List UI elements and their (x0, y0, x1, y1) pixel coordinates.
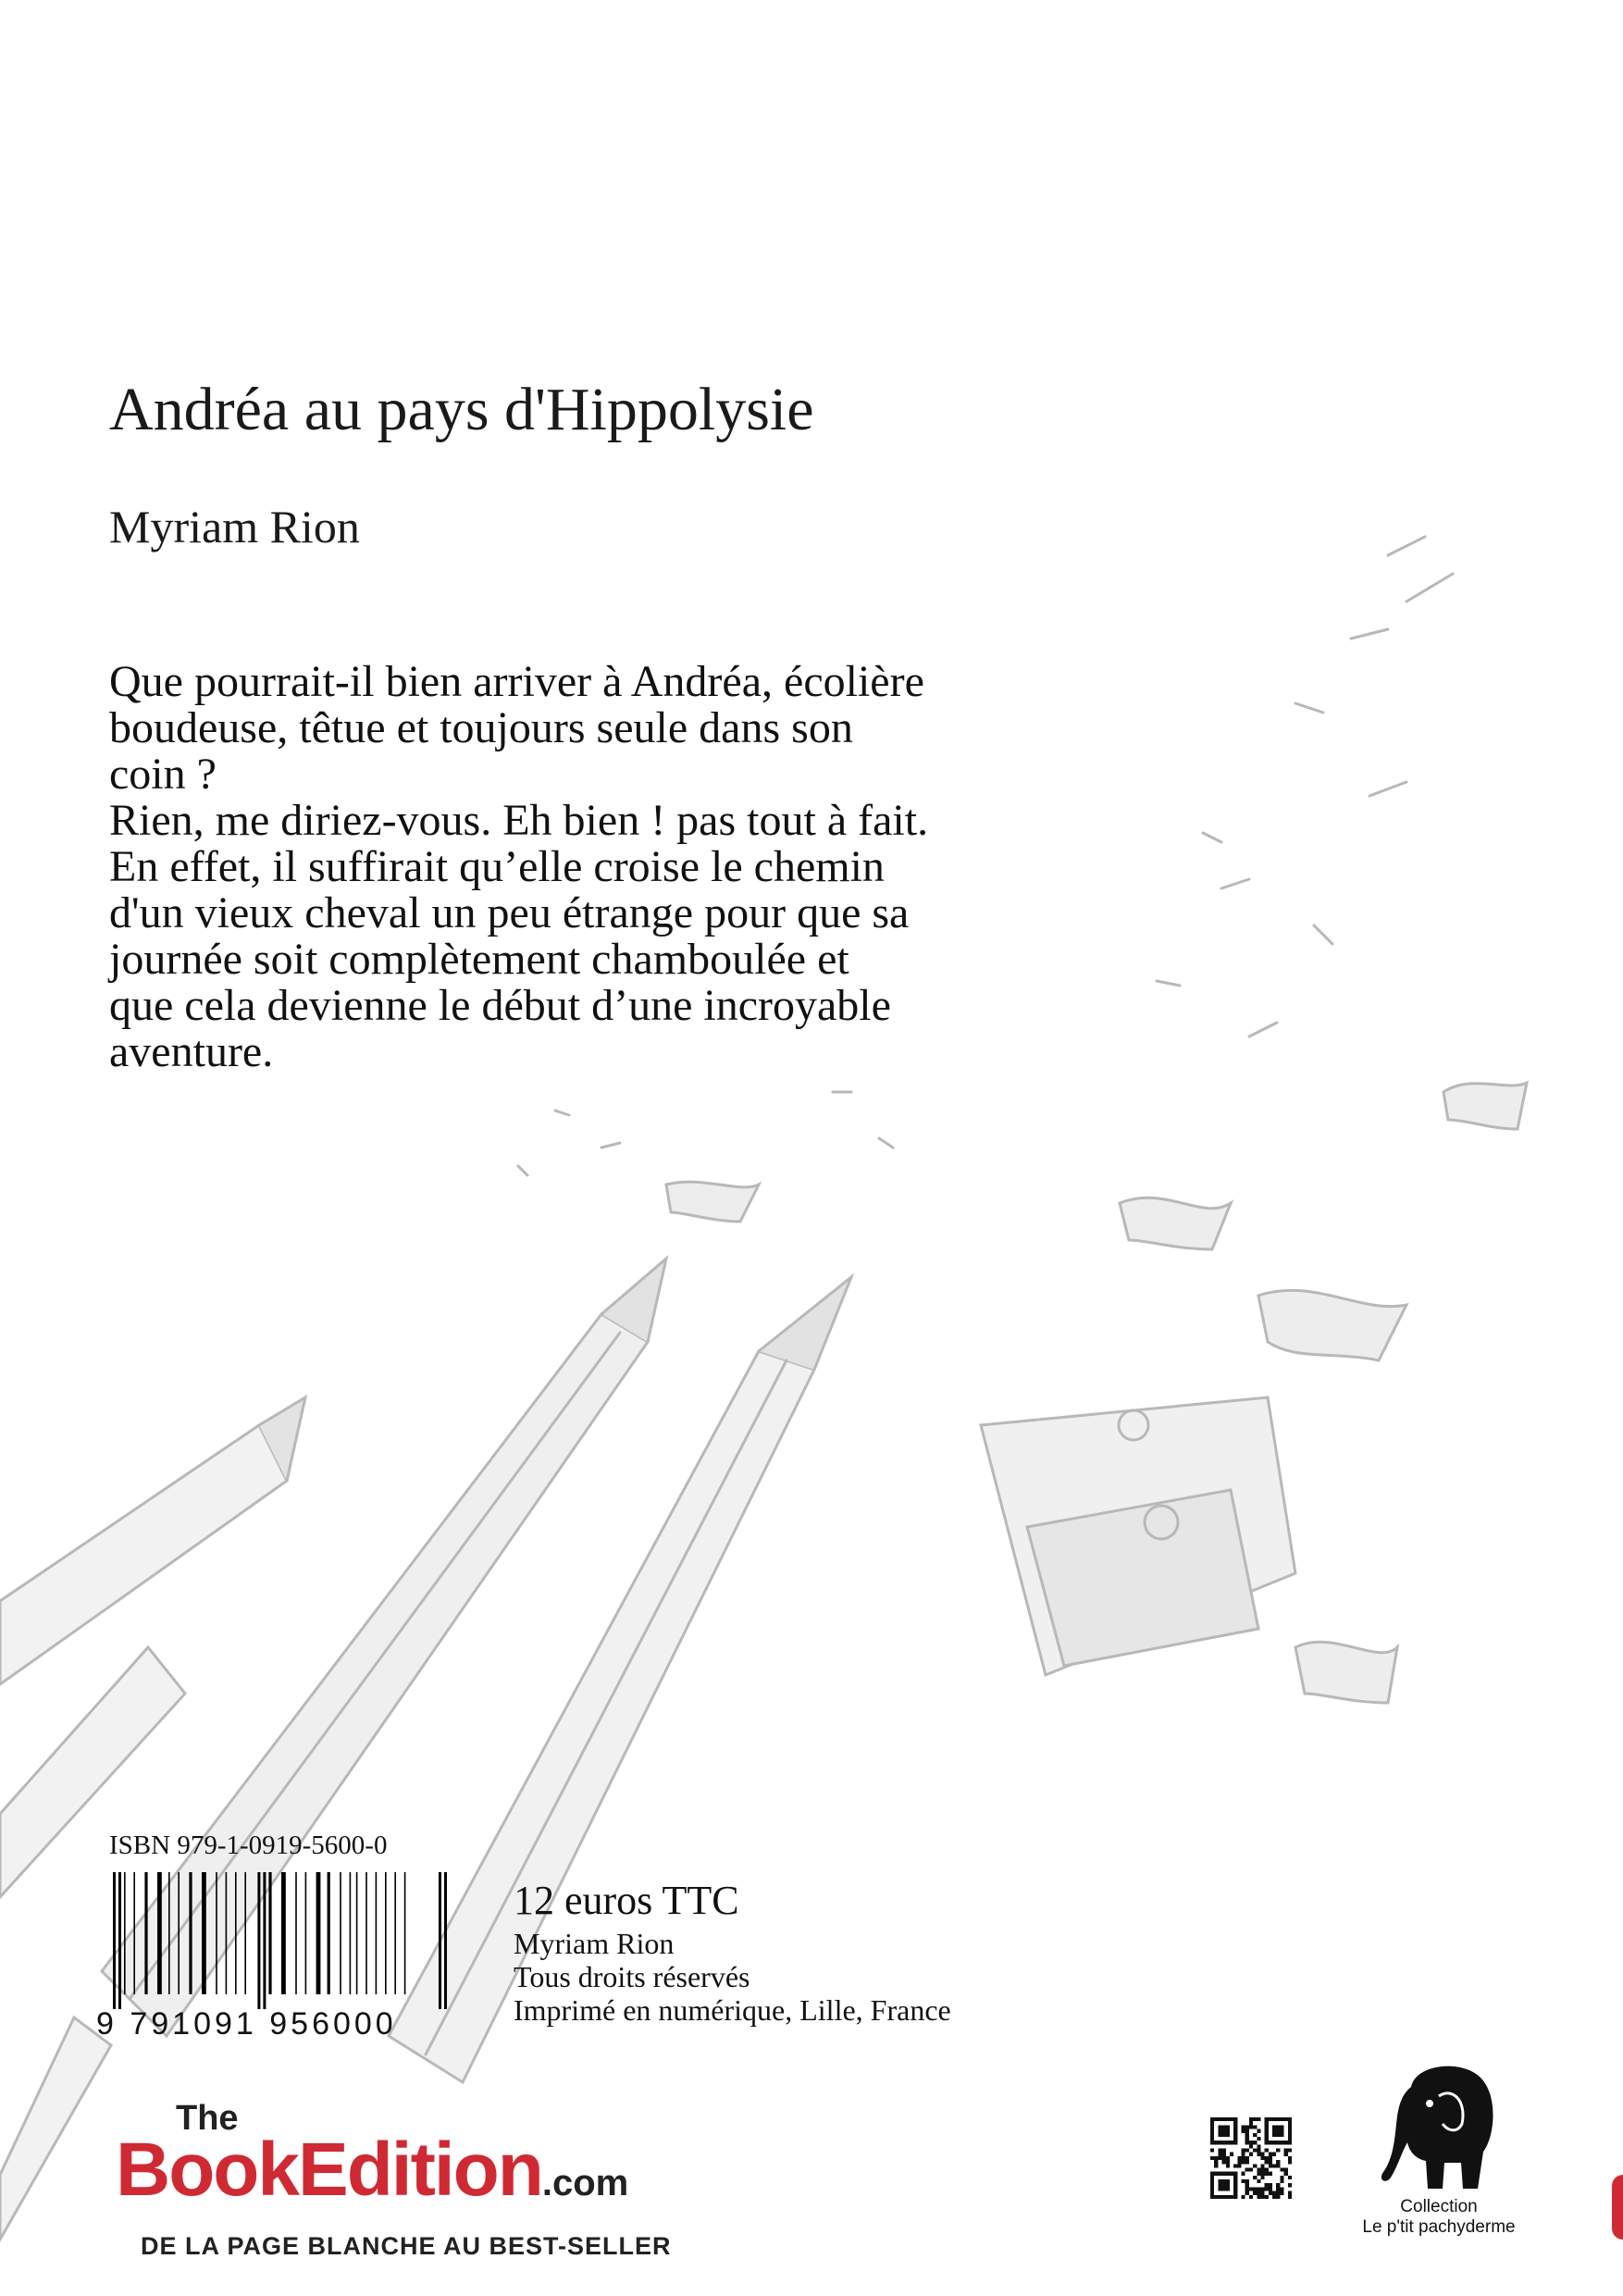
barcode-bar (189, 1872, 192, 1994)
qr-module (1242, 2195, 1245, 2199)
qr-module (1260, 2191, 1264, 2195)
qr-module (1242, 2125, 1245, 2128)
book-title: Andréa au pays d'Hippolysie (109, 376, 814, 443)
qr-module (1210, 2137, 1214, 2141)
qr-module (1272, 2153, 1276, 2156)
qr-module (1210, 2187, 1214, 2191)
qr-module (1253, 2125, 1257, 2128)
qr-module (1253, 2149, 1257, 2153)
qr-module (1233, 2125, 1237, 2128)
qr-module (1288, 2191, 1292, 2195)
qr-module (1233, 2183, 1237, 2187)
qr-module (1218, 2141, 1221, 2144)
qr-module (1257, 2179, 1260, 2183)
qr-module (1272, 2141, 1276, 2144)
qr-module (1272, 2125, 1276, 2128)
qr-module (1269, 2191, 1272, 2195)
qr-module (1288, 2195, 1292, 2199)
qr-module (1249, 2167, 1253, 2171)
qr-module (1284, 2117, 1288, 2121)
qr-module (1288, 2125, 1292, 2128)
qr-module (1210, 2183, 1214, 2187)
qr-code-icon (1210, 2117, 1292, 2199)
qr-module (1272, 2195, 1276, 2199)
blurb-line: d'un vieux cheval un peu étrange pour que sa (109, 888, 910, 937)
qr-module (1257, 2167, 1260, 2171)
qr-module (1288, 2160, 1292, 2164)
qr-module (1242, 2156, 1245, 2160)
qr-module (1265, 2160, 1269, 2164)
qr-module (1218, 2125, 1221, 2128)
qr-module (1288, 2129, 1292, 2133)
qr-module (1253, 2141, 1257, 2144)
barcode-bar (235, 1872, 237, 1994)
qr-module (1218, 2172, 1221, 2176)
qr-module (1233, 2121, 1237, 2125)
qr-module (1222, 2133, 1226, 2137)
qr-module (1260, 2167, 1264, 2171)
barcode-bar (385, 1872, 387, 1994)
qr-module (1242, 2179, 1245, 2183)
barcode-bar (268, 1872, 271, 1994)
qr-module (1237, 2164, 1241, 2167)
qr-module (1233, 2191, 1237, 2195)
barcode-bar (394, 1872, 396, 1994)
qr-module (1222, 2160, 1226, 2164)
qr-module (1257, 2117, 1260, 2121)
qr-module (1218, 2129, 1221, 2133)
qr-module (1276, 2160, 1280, 2164)
qr-module (1210, 2156, 1214, 2160)
qr-module (1257, 2187, 1260, 2191)
qr-module (1210, 2117, 1214, 2121)
isbn-barcode (109, 1872, 450, 2009)
qr-module (1265, 2172, 1269, 2176)
qr-module (1242, 2153, 1245, 2156)
qr-module (1280, 2167, 1283, 2171)
qr-module (1265, 2137, 1269, 2141)
qr-module (1226, 2179, 1230, 2183)
qr-module (1272, 2117, 1276, 2121)
qr-module (1249, 2141, 1253, 2144)
qr-module (1269, 2187, 1272, 2191)
qr-module (1210, 2149, 1214, 2153)
barcode-bar (404, 1872, 406, 1994)
qr-module (1245, 2133, 1249, 2137)
qr-module (1276, 2195, 1280, 2199)
qr-module (1214, 2117, 1218, 2121)
qr-module (1226, 2183, 1230, 2187)
qr-module (1276, 2191, 1280, 2195)
collection-line1: Collection (1400, 2197, 1478, 2216)
qr-module (1245, 2137, 1249, 2141)
qr-module (1237, 2156, 1241, 2160)
qr-module (1284, 2141, 1288, 2144)
qr-module (1257, 2144, 1260, 2148)
qr-module (1210, 2133, 1214, 2137)
qr-module (1245, 2129, 1249, 2133)
qr-module (1288, 2149, 1292, 2153)
publisher-logo-the: The (176, 2099, 239, 2138)
isbn-label: ISBN 979-1-0919-5600-0 (109, 1831, 388, 1860)
qr-module (1249, 2153, 1253, 2156)
qr-module (1269, 2164, 1272, 2167)
qr-module (1245, 2187, 1249, 2191)
print-location: Imprimé en numérique, Lille, France (514, 1993, 951, 2027)
qr-module (1276, 2183, 1280, 2187)
qr-module (1249, 2117, 1253, 2121)
blurb-line: boudeuse, têtue et toujours seule dans son (109, 703, 853, 752)
qr-module (1284, 2153, 1288, 2156)
qr-module (1249, 2125, 1253, 2128)
qr-module (1257, 2129, 1260, 2133)
qr-module (1284, 2172, 1288, 2176)
qr-module (1222, 2141, 1226, 2144)
barcode-bar (202, 1872, 206, 1994)
qr-module (1218, 2183, 1221, 2187)
qr-module (1276, 2149, 1280, 2153)
qr-module (1272, 2133, 1276, 2137)
qr-module (1233, 2141, 1237, 2144)
qr-module (1288, 2183, 1292, 2187)
barcode-bar (144, 1872, 147, 1994)
elephant-icon (1374, 2059, 1504, 2198)
qr-module (1253, 2133, 1257, 2137)
qr-module (1233, 2187, 1237, 2191)
qr-module (1226, 2156, 1230, 2160)
qr-module (1230, 2117, 1233, 2121)
qr-module (1214, 2164, 1218, 2167)
qr-module (1280, 2125, 1283, 2128)
blurb-line: que cela devienne le début d’une incroyable (109, 981, 891, 1030)
qr-module (1257, 2172, 1260, 2176)
qr-module (1269, 2160, 1272, 2164)
book-blurb (109, 659, 1275, 1075)
qr-module (1269, 2141, 1272, 2144)
qr-module (1288, 2156, 1292, 2160)
qr-module (1230, 2141, 1233, 2144)
barcode-bar (340, 1872, 341, 1994)
qr-module (1210, 2121, 1214, 2125)
qr-module (1245, 2125, 1249, 2128)
qr-module (1210, 2191, 1214, 2195)
barcode-bar (328, 1872, 330, 1994)
barcode-bar (168, 1872, 170, 1994)
qr-module (1288, 2121, 1292, 2125)
qr-module (1222, 2172, 1226, 2176)
imprint-author: Myriam Rion (514, 1927, 675, 1960)
qr-module (1226, 2160, 1230, 2164)
blurb-line: journée soit complètement chamboulée et (109, 935, 849, 984)
qr-module (1265, 2195, 1269, 2199)
qr-module (1222, 2129, 1226, 2133)
qr-module (1288, 2117, 1292, 2121)
qr-module (1260, 2164, 1264, 2167)
qr-module (1210, 2179, 1214, 2183)
qr-module (1280, 2176, 1283, 2179)
qr-module (1245, 2191, 1249, 2195)
collection-label (1332, 2197, 1545, 2238)
publisher-logo-domain: .com (541, 2163, 629, 2203)
qr-module (1260, 2195, 1264, 2199)
qr-module (1222, 2153, 1226, 2156)
qr-module (1245, 2179, 1249, 2183)
qr-module (1226, 2117, 1230, 2121)
qr-module (1280, 2141, 1283, 2144)
qr-module (1210, 2176, 1214, 2179)
qr-module (1214, 2160, 1218, 2164)
qr-module (1230, 2172, 1233, 2176)
qr-module (1233, 2129, 1237, 2133)
qr-module (1249, 2121, 1253, 2125)
qr-module (1269, 2183, 1272, 2187)
qr-module (1226, 2129, 1230, 2133)
barcode-bar (226, 1872, 228, 1994)
qr-module (1245, 2167, 1249, 2171)
qr-module (1276, 2125, 1280, 2128)
qr-module (1288, 2176, 1292, 2179)
qr-module (1233, 2117, 1237, 2121)
qr-module (1226, 2133, 1230, 2137)
barcode-bar (356, 1872, 358, 1994)
qr-module (1265, 2141, 1269, 2144)
blurb-line: Rien, me diriez-vous. Eh bien ! pas tout à fait. (109, 796, 929, 845)
qr-module (1214, 2172, 1218, 2176)
qr-module (1265, 2187, 1269, 2191)
qr-module (1280, 2117, 1283, 2121)
qr-module (1269, 2172, 1272, 2176)
qr-module (1265, 2133, 1269, 2137)
qr-module (1233, 2164, 1237, 2167)
qr-module (1260, 2187, 1264, 2191)
qr-module (1276, 2141, 1280, 2144)
qr-module (1218, 2153, 1221, 2156)
publisher-logo (116, 2128, 628, 2225)
qr-module (1265, 2167, 1269, 2171)
barcode-bar (257, 1872, 260, 2009)
qr-module (1265, 2129, 1269, 2133)
barcode-bar (113, 1872, 116, 2009)
qr-module (1265, 2125, 1269, 2128)
qr-module (1260, 2172, 1264, 2176)
qr-module (1222, 2125, 1226, 2128)
qr-module (1280, 2133, 1283, 2137)
qr-module (1245, 2149, 1249, 2153)
qr-module (1222, 2183, 1226, 2187)
qr-module (1233, 2176, 1237, 2179)
qr-module (1265, 2149, 1269, 2153)
barcode-bar (133, 1872, 135, 1994)
qr-module (1265, 2117, 1269, 2121)
qr-module (1260, 2153, 1264, 2156)
qr-module (1242, 2160, 1245, 2164)
qr-module (1272, 2129, 1276, 2133)
qr-module (1226, 2172, 1230, 2176)
blurb-line: coin ? (109, 750, 217, 799)
barcode-bar (244, 1872, 246, 1994)
qr-module (1276, 2133, 1280, 2137)
qr-module (1222, 2117, 1226, 2121)
qr-module (1280, 2129, 1283, 2133)
qr-module (1260, 2176, 1264, 2179)
qr-module (1218, 2117, 1221, 2121)
barcode-bar (295, 1872, 297, 1994)
barcode-bar (263, 1872, 266, 2009)
qr-module (1210, 2141, 1214, 2144)
qr-module (1222, 2187, 1226, 2191)
qr-module (1222, 2149, 1226, 2153)
qr-module (1265, 2156, 1269, 2160)
qr-module (1242, 2129, 1245, 2133)
qr-module (1276, 2117, 1280, 2121)
rights-notice: Tous droits réservés (514, 1960, 750, 1993)
qr-module (1226, 2164, 1230, 2167)
qr-module (1272, 2164, 1276, 2167)
barcode-bar (316, 1872, 321, 1994)
qr-module (1222, 2179, 1226, 2183)
barcode-bar (124, 1872, 126, 1994)
qr-module (1269, 2153, 1272, 2156)
qr-module (1288, 2141, 1292, 2144)
qr-module (1260, 2156, 1264, 2160)
qr-module (1276, 2129, 1280, 2133)
blurb-line: En effet, il suffirait qu’elle croise le chemin (109, 842, 885, 891)
qr-module (1233, 2137, 1237, 2141)
qr-module (1218, 2133, 1221, 2137)
qr-module (1280, 2191, 1283, 2195)
qr-module (1249, 2195, 1253, 2199)
qr-module (1218, 2156, 1221, 2160)
qr-module (1280, 2187, 1283, 2191)
qr-module (1214, 2141, 1218, 2144)
qr-module (1218, 2149, 1221, 2153)
qr-module (1218, 2179, 1221, 2183)
barcode-digits: 9 791091 956000 (96, 2006, 397, 2042)
barcode-bar (365, 1872, 367, 1994)
qr-module (1214, 2156, 1218, 2160)
qr-module (1245, 2183, 1249, 2187)
qr-module (1276, 2187, 1280, 2191)
qr-module (1222, 2195, 1226, 2199)
qr-module (1230, 2153, 1233, 2156)
qr-module (1257, 2137, 1260, 2141)
qr-module (1288, 2137, 1292, 2141)
qr-module (1284, 2167, 1288, 2171)
qr-module (1265, 2121, 1269, 2125)
qr-module (1253, 2117, 1257, 2121)
qr-module (1233, 2133, 1237, 2137)
qr-module (1249, 2187, 1253, 2191)
barcode-bar (376, 1872, 378, 1994)
barcode-bar (350, 1872, 352, 1994)
qr-module (1288, 2133, 1292, 2137)
qr-module (1265, 2183, 1269, 2187)
author-name: Myriam Rion (109, 501, 360, 552)
qr-module (1284, 2149, 1288, 2153)
qr-module (1280, 2179, 1283, 2183)
qr-module (1237, 2160, 1241, 2164)
qr-module (1210, 2195, 1214, 2199)
blurb-line: Que pourrait-il bien arriver à Andréa, écolière (109, 657, 924, 706)
qr-module (1257, 2153, 1260, 2156)
qr-module (1242, 2172, 1245, 2176)
qr-module (1269, 2117, 1272, 2121)
qr-module (1218, 2195, 1221, 2199)
price: 12 euros TTC (514, 1878, 739, 1923)
blurb-line: aventure. (109, 1027, 274, 1076)
qr-module (1218, 2187, 1221, 2191)
qr-module (1245, 2141, 1249, 2144)
qr-module (1257, 2191, 1260, 2195)
qr-module (1210, 2125, 1214, 2128)
barcode-bar (118, 1872, 121, 2009)
collection-line2: Le p'tit pachyderme (1362, 2217, 1516, 2237)
qr-module (1210, 2129, 1214, 2133)
qr-module (1253, 2176, 1257, 2179)
qr-module (1226, 2187, 1230, 2191)
barcode-bar (439, 1872, 441, 2009)
qr-module (1230, 2195, 1233, 2199)
qr-module (1214, 2195, 1218, 2199)
qr-module (1233, 2179, 1237, 2183)
barcode-bar (216, 1872, 217, 1994)
barcode-bar (281, 1872, 286, 1994)
qr-module (1242, 2149, 1245, 2153)
qr-module (1249, 2144, 1253, 2148)
qr-module (1245, 2156, 1249, 2160)
publisher-logo-name: BookEdition (116, 2128, 542, 2212)
qr-module (1222, 2156, 1226, 2160)
qr-module (1210, 2172, 1214, 2176)
barcode-bar (444, 1872, 447, 2009)
qr-module (1269, 2156, 1272, 2160)
corner-mark (1612, 2175, 1623, 2240)
qr-module (1226, 2125, 1230, 2128)
qr-module (1253, 2191, 1257, 2195)
qr-module (1226, 2195, 1230, 2199)
publisher-tagline: DE LA PAGE BLANCHE AU BEST-SELLER (141, 2232, 672, 2260)
qr-module (1245, 2160, 1249, 2164)
qr-module (1257, 2195, 1260, 2199)
qr-module (1233, 2172, 1237, 2176)
qr-module (1276, 2164, 1280, 2167)
qr-module (1226, 2141, 1230, 2144)
qr-module (1233, 2195, 1237, 2199)
barcode-bar (178, 1872, 180, 1994)
barcode-bar (157, 1872, 162, 1994)
qr-module (1272, 2191, 1276, 2195)
barcode-bar (305, 1872, 307, 1994)
qr-module (1253, 2187, 1257, 2191)
qr-module (1253, 2164, 1257, 2167)
qr-module (1257, 2149, 1260, 2153)
